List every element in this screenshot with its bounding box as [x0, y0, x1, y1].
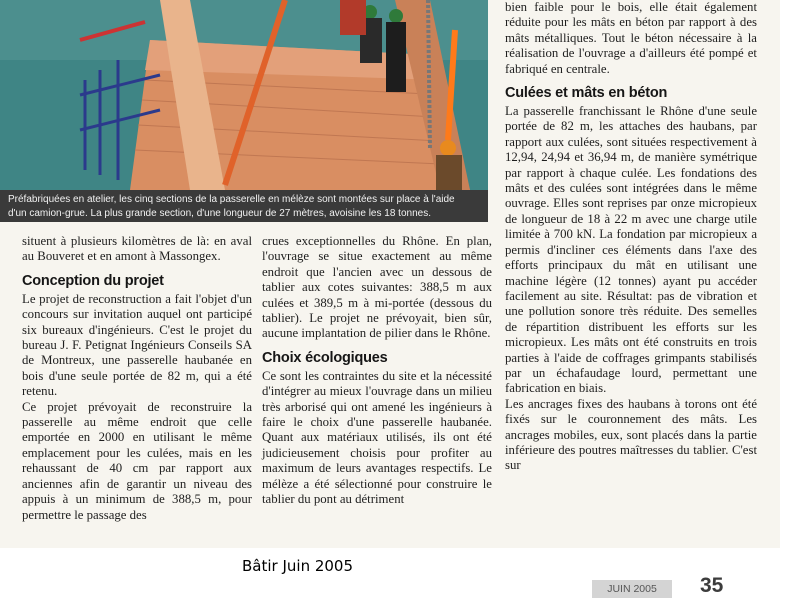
text-column-1 — [22, 234, 252, 523]
col3-paragraph-2: Les ancrages fixes des haubans à torons ont été fixés sur le couronnement des mâts. Les ancrages mobiles, eux, sont placés dans la partie inférieure des poutres maîtresses du tablier. C'est sur — [505, 396, 757, 473]
col1-paragraph-1: Le projet de reconstruction a fait l'objet d'un concours sur invitation auquel ont participé six bureaux d'ingénieurs. C'est le projet du bureau J. F. Petignat Ingénieurs Conseils SA de Montreux, une passerelle haubanée en bois d'une seule portée de 82 m, qui a été retenu. — [22, 291, 252, 399]
text-column-3 — [505, 0, 757, 474]
bridge-section-illustration — [0, 0, 488, 190]
source-label: Bâtir Juin 2005 — [242, 557, 354, 575]
page-number: 35 — [700, 574, 724, 597]
col2-paragraph-1: crues exceptionnelles du Rhône. En plan, l'ouvrage se situe exactement au même endroit que l'ancien avec un dessous de tablier aux cotes suivantes: 388,5 m aux culées et 389,5 m à mi-portée (dessous du tablier). Le projet ne prévoyait, bien sûr, aucune implantation de pilier dans le Rhône. — [262, 234, 492, 341]
text-column-2 — [262, 234, 492, 508]
construction-photo — [0, 0, 488, 190]
caption-line-1: Préfabriquées en atelier, les cinq sections de la passerelle en mélèze sont montées sur place à l'aide — [8, 194, 455, 205]
col1-paragraph-2: Ce projet prévoyait de reconstruire la passerelle au même endroit que celle emportée en 2000 en utilisant le même emplacement pour les culées, mais en les rehaussant de 40 cm par rapport aux anciennes afin de garantir un niveau des appuis à un minimum de 388,5 m, pour permettre le passage des — [22, 399, 252, 522]
col3-intro: bien faible pour le bois, elle était également réduite pour les mâts en béton par rapport à des mâts métalliques. Tout le béton nécessaire à la réalisation de l'ouvrage a d'ailleurs été pompé et fabriqué en centrale. — [505, 0, 757, 76]
col2-paragraph-2: Ce sont les contraintes du site et la nécessité d'intégrer au mieux l'ouvrage dans un milieu très arborisé qui ont amené les ingénieurs à faire le choix d'une passerelle haubanée. Quant aux matériaux utilisés, ils ont été judicieusement choisis pour profiter au maximum de leurs avantages respectifs. Le mélèze a été sélectionné pour construire le tablier du pont au détriment — [262, 368, 492, 507]
col1-intro: situent à plusieurs kilomètres de là: en aval au Bouveret et en amont à Massongex. — [22, 234, 252, 264]
photo-caption — [0, 190, 488, 222]
heading-choix-ecologiques: Choix écologiques — [262, 349, 388, 366]
caption-line-2: d'un camion-grue. La plus grande section, d'une longueur de 27 mètres, avoisine les 18 tonnes. — [8, 207, 431, 219]
issue-date-badge: JUIN 2005 — [592, 580, 672, 598]
heading-conception-du-projet: Conception du projet — [22, 272, 164, 289]
col3-paragraph-1: La passerelle franchissant le Rhône d'une seule portée de 82 m, les attaches des haubans, par rapport aux culées, sont situées respectivement à 12,94, 24,94 et 36,94 m, de manière symétrique par rapport à chaque culée. Les fondations des mâts et des culées sont intégrées dans le même ouvrage. Elles sont reprises par onze micropieux de longueur de 18 à 22 m avec une charge utile limitée à 700 kN. La fondation par micropieux a permis d'incliner ces éléments dans l'axe des efforts principaux du mât en utilisant une machine légère (12 tonnes) ayant pu accéder facilement au site. Résultat: pas de vibration et une pollution sonore très réduite. Des semelles de répartition distribuent les efforts sur les micropieux. Les mâts ont été construits en trois parties à l'aide de coffrages grimpants stabilisés par un échafaudage lourd, permettant une fabrication en biais. — [505, 104, 757, 396]
heading-culees-et-mats: Culées et mâts en béton — [505, 85, 668, 102]
